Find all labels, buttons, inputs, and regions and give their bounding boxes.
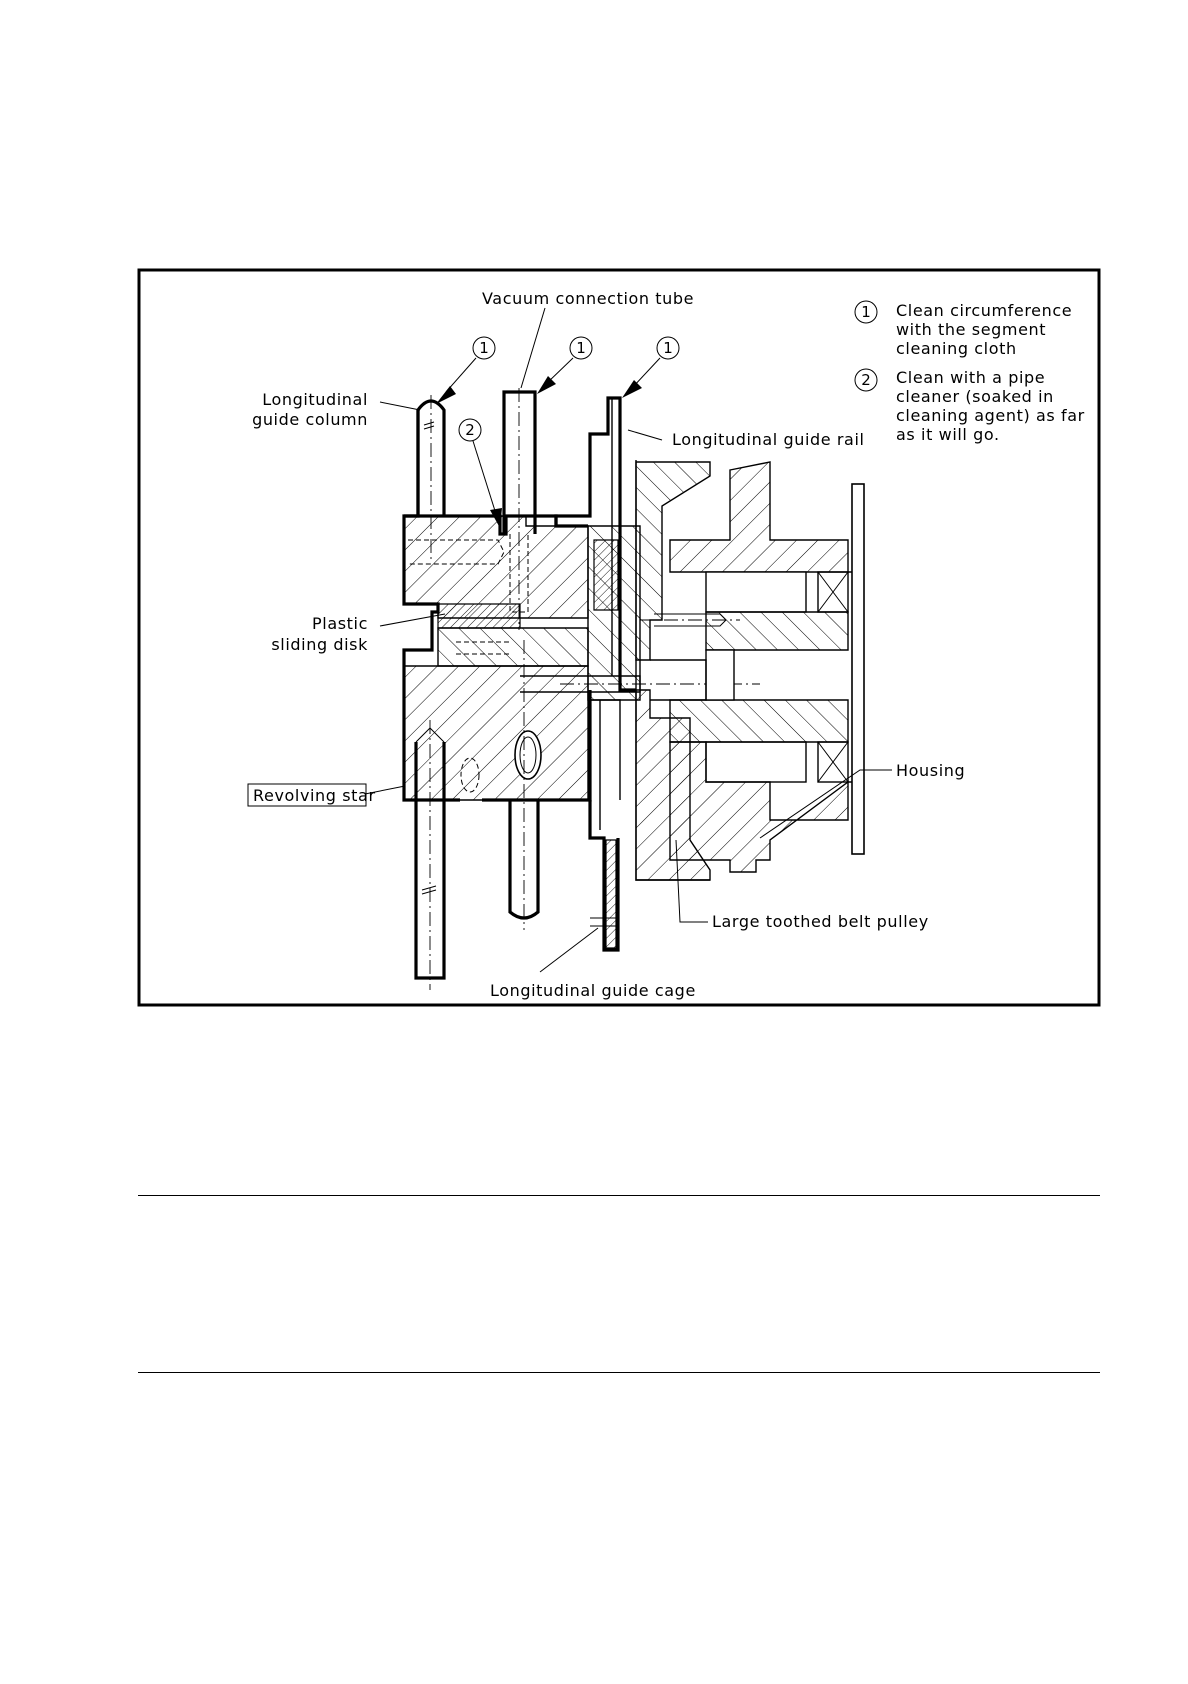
housing: [636, 460, 864, 880]
longitudinal-guide-cage: [590, 700, 620, 950]
label-longitudinal-guide-column-1: Longitudinal: [262, 390, 368, 409]
label-large-toothed-belt-pulley: Large toothed belt pulley: [712, 912, 929, 931]
callout-number: 1: [576, 339, 586, 357]
callout-number: 2: [465, 421, 475, 439]
callout-1-middle: [537, 337, 592, 394]
horizontal-rule-top: [138, 1195, 1100, 1196]
label-longitudinal-guide-cage: Longitudinal guide cage: [490, 981, 696, 1000]
callout-1-left: [436, 337, 495, 404]
legend-number-1: 1: [861, 303, 871, 321]
legend-1-line-2: with the segment: [896, 320, 1047, 339]
legend-2-line-3: cleaning agent) as far: [896, 406, 1085, 425]
legend-2-line-1: Clean with a pipe: [896, 368, 1046, 387]
label-revolving-star: Revolving star: [253, 786, 376, 805]
label-vacuum-connection-tube: Vacuum connection tube: [482, 289, 695, 308]
legend-1-line-1: Clean circumference: [896, 301, 1073, 320]
legend-2-line-4: as it will go.: [896, 425, 1000, 444]
legend: [855, 301, 1085, 444]
callout-number: 1: [479, 339, 489, 357]
legend-1-line-3: cleaning cloth: [896, 339, 1017, 358]
label-housing: Housing: [896, 761, 966, 780]
label-plastic-sliding-disk-1: Plastic: [312, 614, 368, 633]
legend-number-2: 2: [861, 371, 871, 389]
label-longitudinal-guide-column-2: guide column: [252, 410, 368, 429]
callout-number: 1: [663, 339, 673, 357]
label-longitudinal-guide-rail: Longitudinal guide rail: [672, 430, 865, 449]
label-plastic-sliding-disk-2: sliding disk: [271, 635, 368, 654]
callout-2: [459, 419, 502, 528]
legend-2-line-2: cleaner (soaked in: [896, 387, 1054, 406]
callout-1-right: [622, 337, 679, 398]
horizontal-rule-bottom: [138, 1372, 1100, 1373]
